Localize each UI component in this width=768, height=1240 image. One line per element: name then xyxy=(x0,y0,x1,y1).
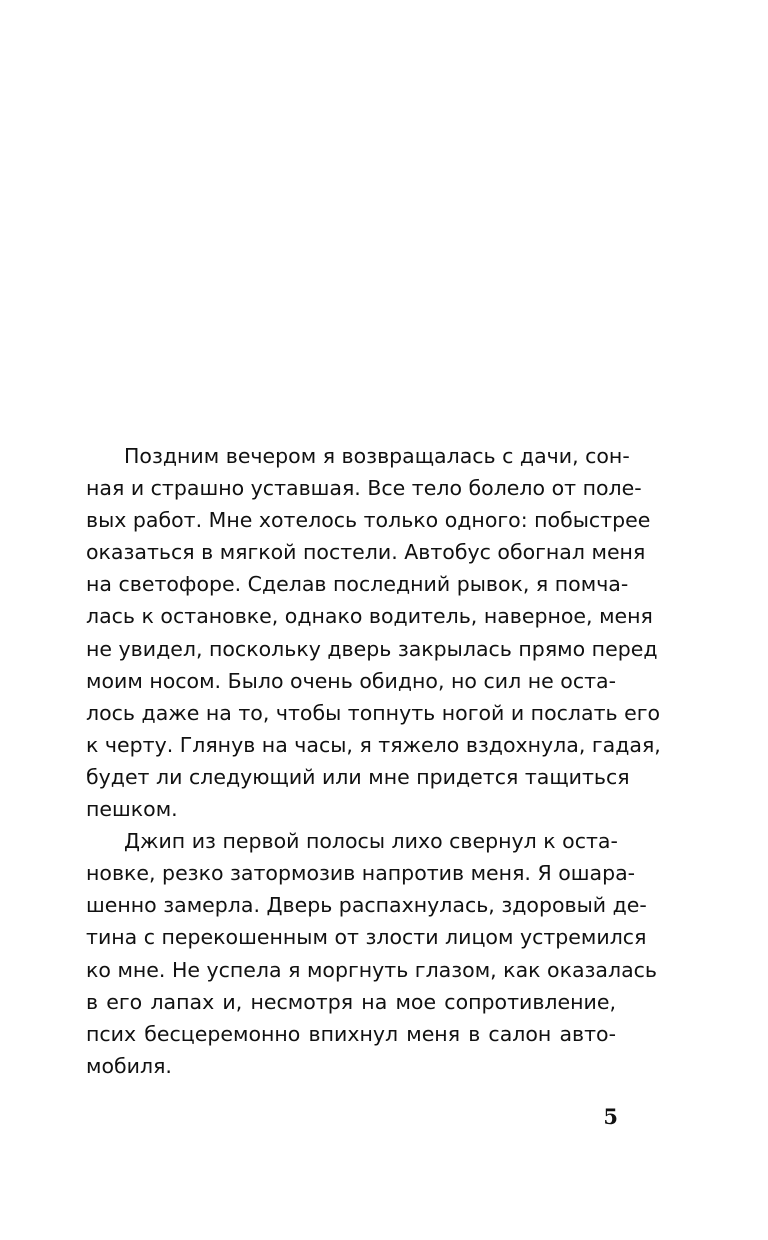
paragraph-2 xyxy=(86,825,657,1082)
text-line: ко мне. Не успела я моргнуть глазом, как оказалась xyxy=(86,957,657,982)
text-line: лось даже на то, чтобы топнуть ногой и послать его xyxy=(86,700,661,725)
text-line: ная и страшно уставшая. Все тело болело от поле- xyxy=(86,476,642,501)
text-line: Поздним вечером я возвращалась с дачи, сон- xyxy=(124,444,630,468)
text-line: шенно замерла. Дверь распахнулась, здоровый де- xyxy=(86,893,647,918)
paragraph-1 xyxy=(86,440,661,825)
text-line: новке, резко затормозив напротив меня. Я ошара- xyxy=(86,861,636,886)
text-line: лась к остановке, однако водитель, наверное, меня xyxy=(86,604,653,629)
text-line: к черту. Глянув на часы, я тяжело вздохнула, гадая, xyxy=(86,732,661,757)
text-line: на светофоре. Сделав последний рывок, я помча- xyxy=(86,572,629,597)
text-line: будет ли следующий или мне придется тащиться xyxy=(86,764,630,789)
body-text xyxy=(86,440,661,1082)
page-number: 5 xyxy=(603,1104,618,1129)
text-line: тина с перекошенным от злости лицом устремился xyxy=(86,925,647,950)
text-line: Джип из первой полосы лихо свернул к оста- xyxy=(124,829,618,854)
text-line: не увидел, поскольку дверь закрылась прямо перед xyxy=(86,636,658,661)
text-line: оказаться в мягкой постели. Автобус обогнал меня xyxy=(86,540,646,565)
text-line: пешком. xyxy=(86,797,178,822)
text-line: моим носом. Было очень обидно, но сил не оста- xyxy=(86,668,616,693)
text-line: в его лапах и, несмотря на мое сопротивление, xyxy=(86,989,616,1014)
text-line: псих бесцеремонно впихнул меня в салон авто- xyxy=(86,1021,616,1046)
text-line: вых работ. Мне хотелось только одного: побыстрее xyxy=(86,508,651,533)
text-line: мобиля. xyxy=(86,1053,172,1078)
